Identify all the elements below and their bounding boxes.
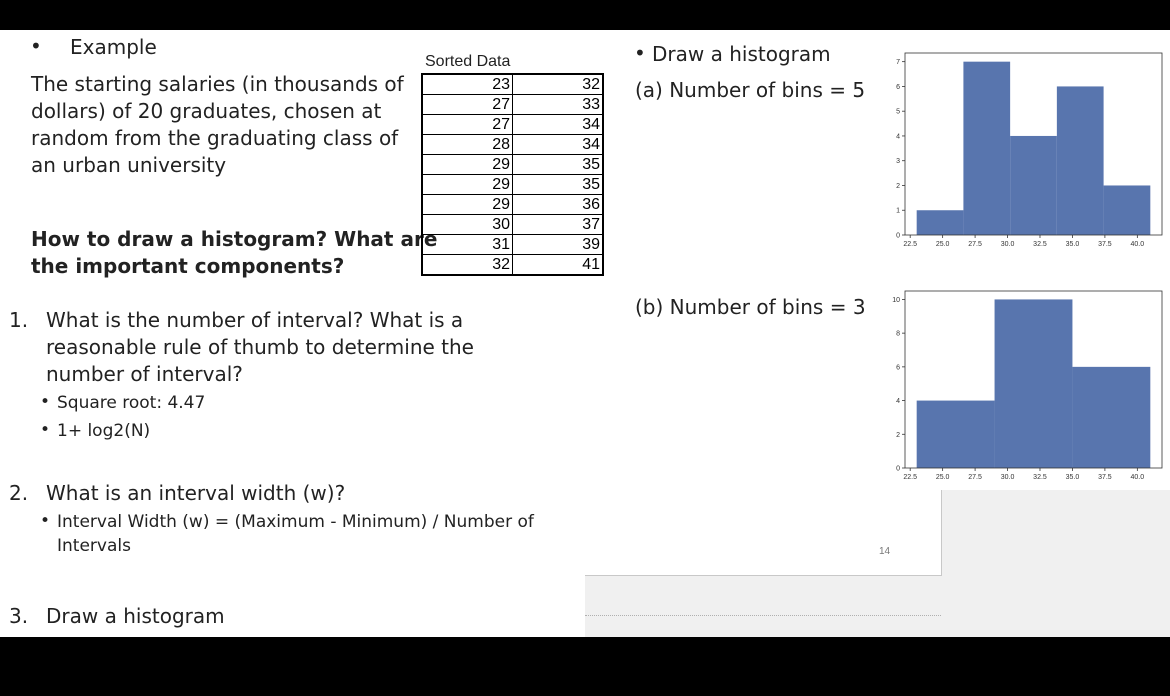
histogram-5-bins [885, 47, 1170, 252]
histogram-bar [917, 401, 995, 468]
q1-bullet: Square root: 4.47 [57, 393, 206, 413]
histogram-bar [1072, 367, 1150, 468]
q2-bullet-line: Interval Width (w) = (Maximum - Minimum) / Number of [57, 512, 534, 532]
y-tick-label: 4 [896, 398, 900, 406]
table-cell: 28 [422, 135, 513, 155]
table-cell: 27 [422, 115, 513, 135]
table-row [422, 115, 603, 135]
x-tick-label: 27.5 [968, 474, 982, 481]
q3-number: 3. [9, 604, 29, 628]
table-cell: 35 [513, 175, 604, 195]
q3-line: Draw a histogram [46, 604, 225, 628]
x-tick-label: 37.5 [1098, 474, 1112, 481]
table-cell: 32 [422, 255, 513, 276]
q1-line: What is the number of interval? What is a [46, 308, 464, 332]
bullet-dot: • [40, 392, 51, 412]
table-row [422, 95, 603, 115]
y-tick-label: 10 [892, 296, 900, 304]
table-row [422, 195, 603, 215]
table-cell: 32 [513, 74, 604, 95]
x-tick-label: 40.0 [1130, 474, 1145, 481]
histogram-bar [963, 62, 1010, 235]
label-bins-3: (b) Number of bins = 3 [635, 295, 866, 319]
table-cell: 30 [422, 215, 513, 235]
table-cell: 31 [422, 235, 513, 255]
example-heading: Example [70, 35, 157, 59]
table-cell: 33 [513, 95, 604, 115]
y-tick-label: 8 [896, 330, 900, 338]
histogram-bar [1104, 185, 1151, 235]
x-tick-label: 22.5 [903, 474, 918, 481]
y-tick-label: 1 [896, 207, 900, 215]
table-cell: 39 [513, 235, 604, 255]
table-cell: 36 [513, 195, 604, 215]
y-tick-label: 4 [896, 133, 900, 141]
table-cell: 29 [422, 175, 513, 195]
bullet-dot: • [634, 41, 646, 65]
table-cell: 41 [513, 255, 604, 276]
histogram-bar [995, 299, 1073, 468]
y-tick-label: 3 [896, 158, 900, 166]
q2-bullet-line: Intervals [57, 536, 131, 556]
description-line: The starting salaries (in thousands of [31, 72, 404, 96]
histogram-bar [917, 210, 964, 235]
table-row [422, 135, 603, 155]
table-row [422, 235, 603, 255]
table-row [422, 215, 603, 235]
q1-bullet: 1+ log2(N) [57, 421, 151, 441]
y-tick-label: 6 [896, 364, 900, 372]
bullet-dot: • [40, 420, 51, 440]
table-row [422, 74, 603, 95]
y-tick-label: 0 [896, 232, 900, 240]
description-line: dollars) of 20 graduates, chosen at [31, 99, 382, 123]
x-tick-label: 25.0 [935, 474, 950, 481]
sorted-data-title: Sorted Data [425, 53, 511, 70]
slide-thumbnail [585, 490, 942, 576]
table-row [422, 255, 603, 276]
q1-number: 1. [9, 308, 29, 332]
divider [585, 615, 941, 616]
page-number: 14 [879, 546, 891, 557]
q2-line: What is an interval width (w)? [46, 481, 346, 505]
question-line: How to draw a histogram? What are [31, 227, 438, 251]
label-bins-5: (a) Number of bins = 5 [635, 78, 866, 102]
table-cell: 35 [513, 155, 604, 175]
histogram-bar [1057, 86, 1104, 235]
y-tick-label: 0 [896, 465, 900, 473]
y-tick-label: 2 [896, 431, 900, 439]
table-cell: 37 [513, 215, 604, 235]
question-line: the important components? [31, 254, 345, 278]
y-tick-label: 2 [896, 182, 900, 190]
q2-number: 2. [9, 481, 29, 505]
right-heading: Draw a histogram [652, 42, 831, 66]
x-tick-label: 37.5 [1098, 241, 1112, 248]
x-tick-label: 22.5 [903, 241, 918, 248]
bullet-dot: • [40, 511, 51, 531]
table-row [422, 155, 603, 175]
x-tick-label: 30.0 [1000, 241, 1015, 248]
x-tick-label: 32.5 [1033, 474, 1047, 481]
table-cell: 23 [422, 74, 513, 95]
histogram-bar [1010, 136, 1057, 235]
x-tick-label: 40.0 [1130, 241, 1145, 248]
table-cell: 34 [513, 135, 604, 155]
table-row [422, 175, 603, 195]
table-cell: 34 [513, 115, 604, 135]
y-tick-label: 7 [896, 59, 900, 67]
bullet-dot: • [30, 34, 42, 58]
description-line: random from the graduating class of [31, 126, 399, 150]
histogram-3-bins [885, 285, 1170, 485]
x-tick-label: 35.0 [1065, 474, 1080, 481]
description-line: an urban university [31, 153, 227, 177]
y-tick-label: 6 [896, 83, 900, 91]
y-tick-label: 5 [896, 108, 900, 116]
table-cell: 27 [422, 95, 513, 115]
x-tick-label: 25.0 [935, 241, 950, 248]
x-tick-label: 35.0 [1065, 241, 1080, 248]
q1-line: number of interval? [46, 362, 243, 386]
x-tick-label: 30.0 [1000, 474, 1015, 481]
sorted-data-table [421, 73, 604, 276]
slide [0, 30, 1170, 637]
q1-line: reasonable rule of thumb to determine the [46, 335, 474, 359]
table-cell: 29 [422, 195, 513, 215]
x-tick-label: 27.5 [968, 241, 982, 248]
table-cell: 29 [422, 155, 513, 175]
x-tick-label: 32.5 [1033, 241, 1047, 248]
